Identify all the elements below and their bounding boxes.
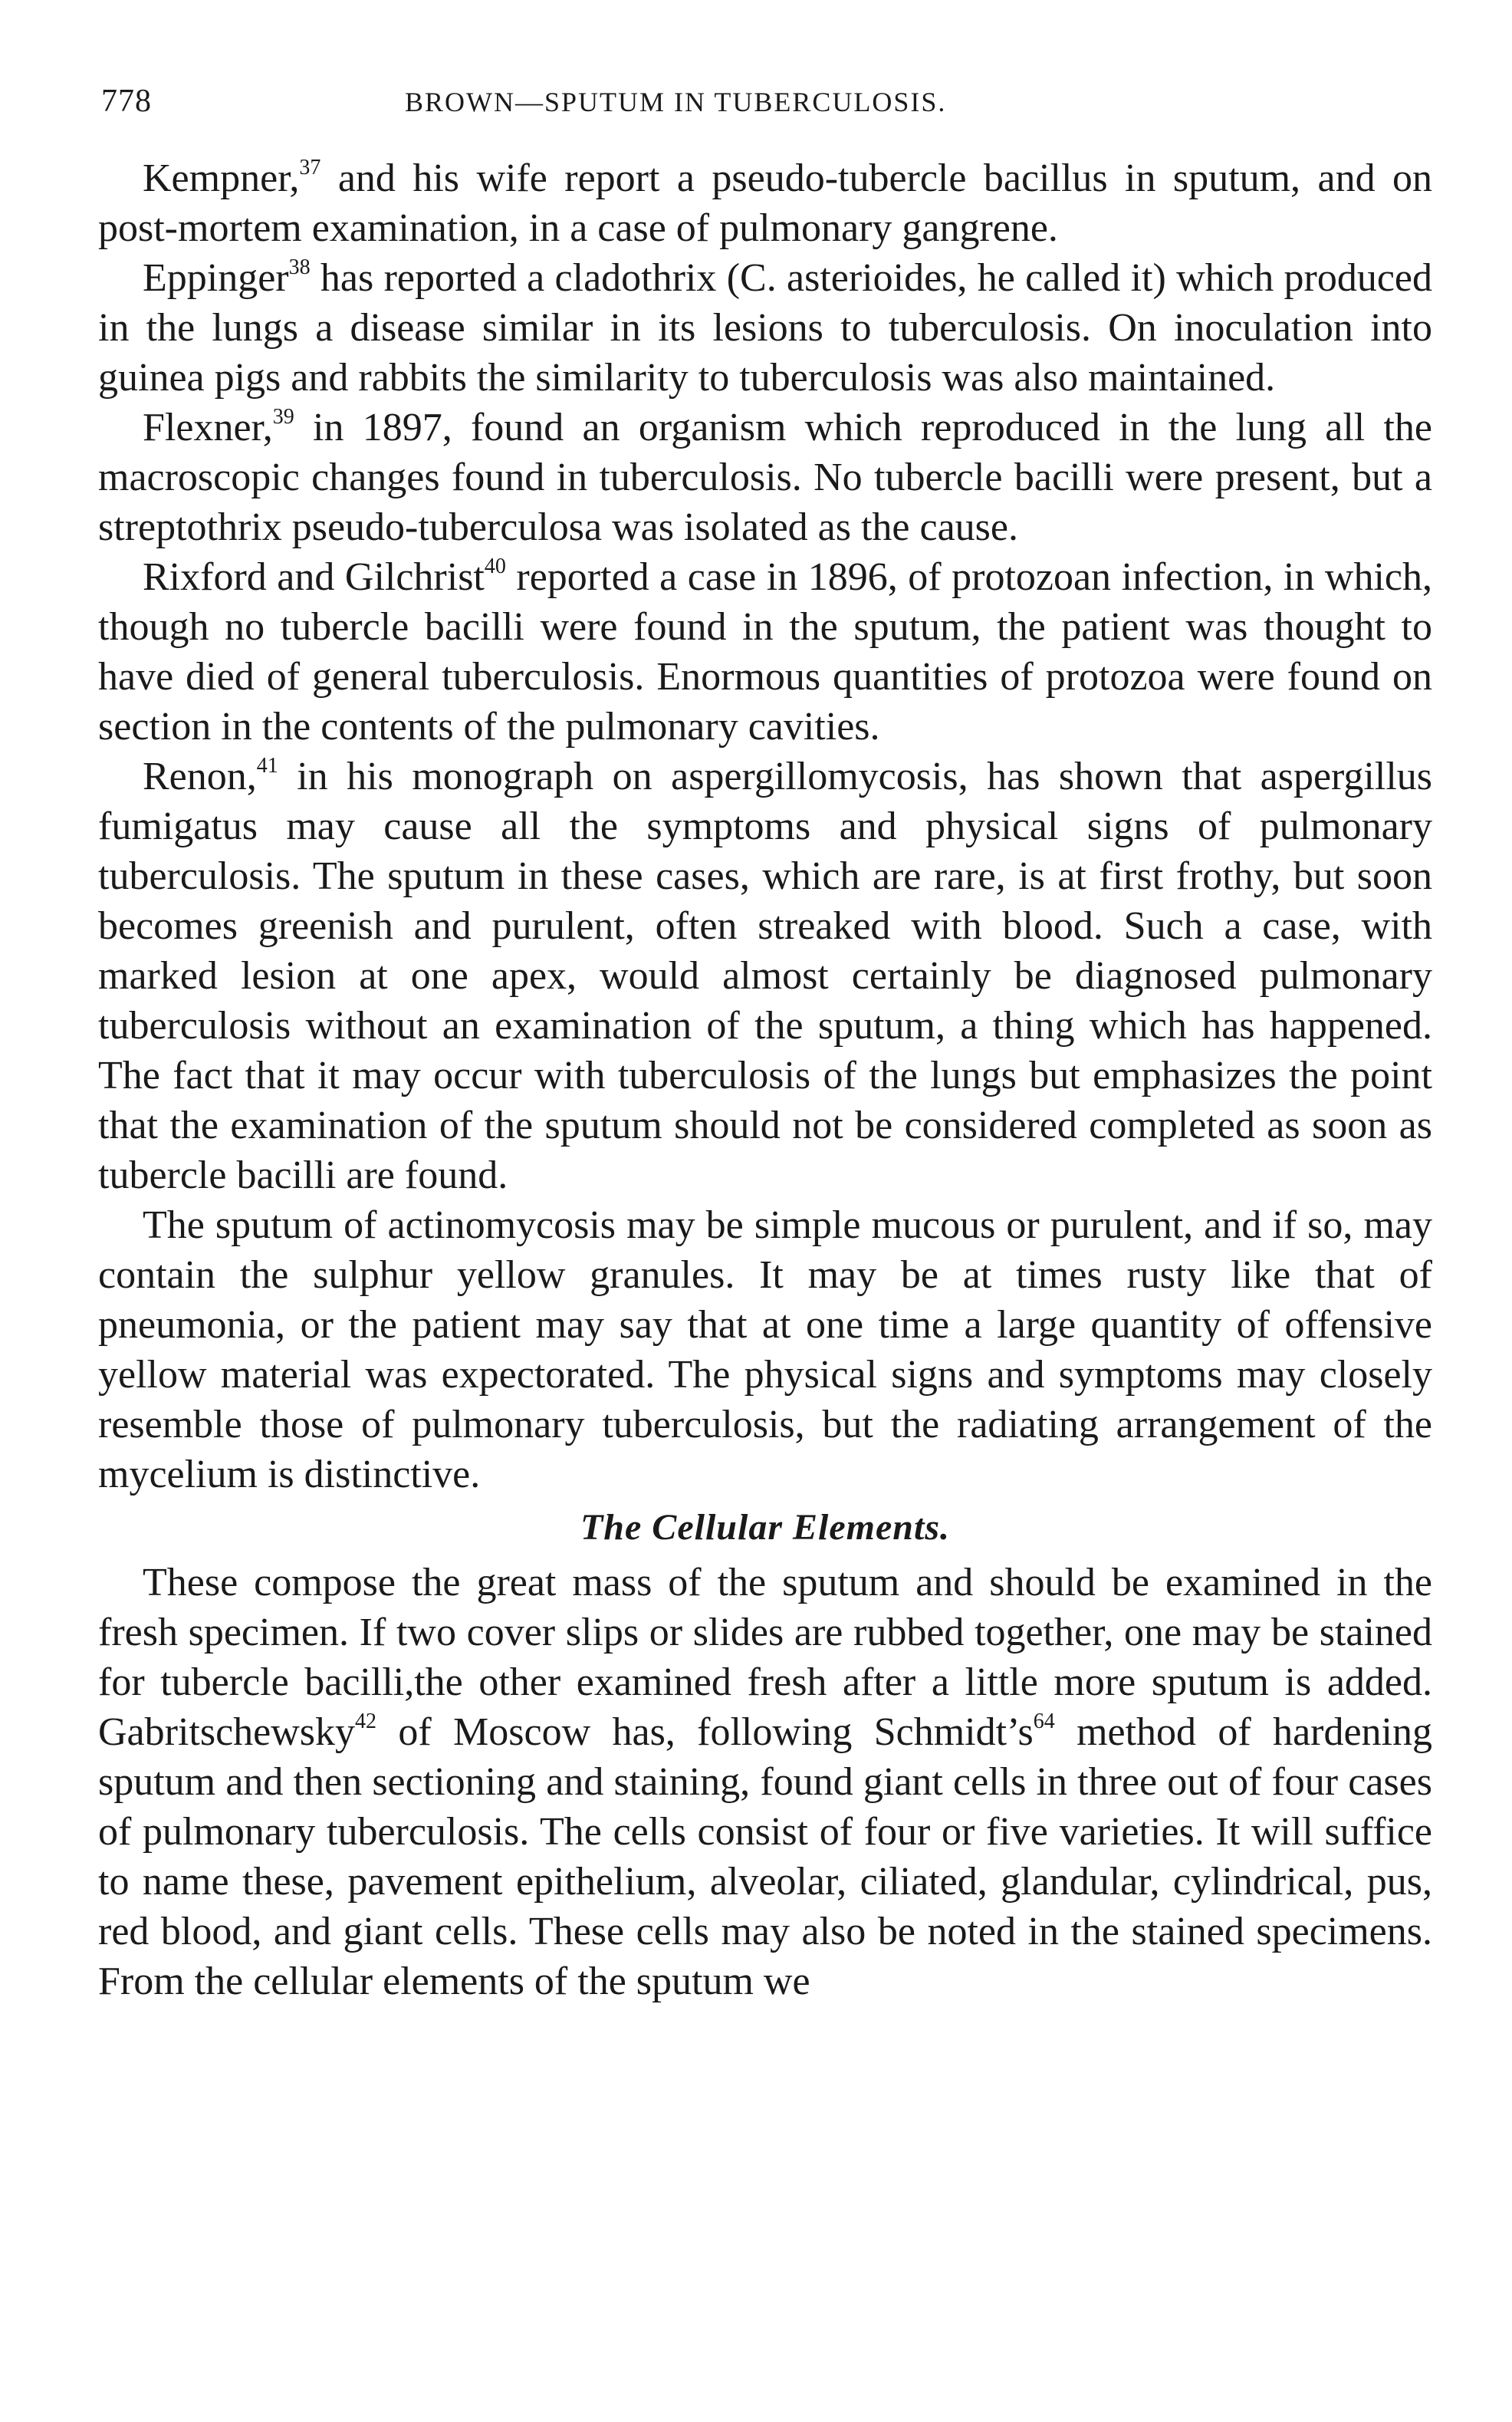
section-heading: The Cellular Elements. — [580, 1507, 951, 1548]
footnote-ref: 40 — [484, 554, 506, 578]
paragraph-text: of Moscow has, following Schmidt’s — [376, 1710, 1034, 1754]
paragraph-flexner — [98, 403, 1432, 552]
paragraph-text: Eppinger — [143, 256, 289, 300]
running-head — [98, 83, 1432, 129]
footnote-ref: 39 — [272, 405, 294, 429]
paragraph-text: in his monograph on aspergillomycosis, has shown that aspergillus fumigatus may cause all the symptoms and physical signs of pulmonary tuberculosis. The sputum in these cases, which are rare, is at first frothy, but soon becomes greenish and purulent, often streaked with blood. Such a case, with marked lesion at one apex, would almost certainly be diagnosed pulmonary tuberculosis without an examination of the sputum, a thing which has happened. The fact that it may occur with tuberculosis of the lungs but emphasizes the point that the examination of the sputum should not be considered completed as soon as tubercle bacilli are found. — [98, 755, 1432, 1197]
page-body — [98, 153, 1432, 2006]
paragraph-renon — [98, 752, 1432, 1200]
paragraph-text: Kempner, — [143, 156, 300, 200]
paragraph-text: in 1897, found an organism which reproduced in the lung all the macroscopic changes found in tuberculosis. No tubercle bacilli were present, but a streptothrix pseudo-tuberculosa was isolated as the cause. — [98, 406, 1432, 549]
running-title: BROWN—SPUTUM IN TUBERCULOSIS. — [405, 87, 947, 117]
paragraph-text: and his wife report a pseudo-tubercle bacillus in sputum, and on post-mortem examination, in a case of pulmonary gangrene. — [98, 156, 1432, 250]
paragraph-text: Renon, — [143, 755, 257, 798]
footnote-ref: 38 — [288, 255, 311, 279]
paragraph-text: Rixford and Gilchrist — [143, 555, 485, 599]
paragraph-eppinger — [98, 253, 1432, 403]
paragraph-text: has reported a cladothrix (C. asterioides, he called it) which produced in the lungs a disease similar in its lesions to tuberculosis. On inoculation into guinea pigs and rabbits the similarity to tuberculosis was also maintained. — [98, 256, 1432, 400]
document-page — [98, 0, 1432, 2422]
page-number: 778 — [101, 84, 152, 119]
paragraph-rixford — [98, 552, 1432, 752]
footnote-ref: 42 — [355, 1710, 377, 1733]
footnote-ref: 41 — [256, 754, 278, 778]
paragraph-cellular-elements — [98, 1558, 1432, 2006]
paragraph-actinomycosis: The sputum of actinomycosis may be simple mucous or purulent, and if so, may contain the sulphur yellow granules. It may be at times rusty like that of pneumonia, or the patient may say that at one time a large quantity of offensive yellow material was expectorated. The physical signs and symptoms may closely resemble those of pulmonary tuberculosis, but the radiating arrangement of the mycelium is distinctive. — [98, 1203, 1432, 1496]
paragraph-text: Flexner, — [143, 406, 273, 449]
footnote-ref: 64 — [1033, 1710, 1055, 1733]
footnote-ref: 37 — [299, 156, 321, 179]
paragraph-text: reported a case in 1896, of protozoan infection, in which, though no tubercle bacilli were found in the sputum, the patient was thought to have died of general tuberculosis. Enormous quantities of protozoa were found on section in the contents of the pulmonary cavities. — [98, 555, 1432, 749]
paragraph-kempner — [98, 153, 1432, 253]
paragraph-text: These compose the great mass of the sputum and should be examined in the fresh specimen. If two cover slips or slides are rubbed together, one may be stained for tubercle bacilli,the other examined fresh after a little more sputum is added. Gabritschewsky — [98, 1561, 1432, 1754]
paragraph-text: method of hardening sputum and then sectioning and staining, found giant cells in three out of four cases of pulmonary tuberculosis. The cells consist of four or five varieties. It will suffice to name these, pavement epithelium, alveolar, ciliated, glandular, cylindrical, pus, red blood, and giant cells. These cells may also be noted in the stained specimens. From the cellular elements of the sputum we — [98, 1710, 1432, 2003]
